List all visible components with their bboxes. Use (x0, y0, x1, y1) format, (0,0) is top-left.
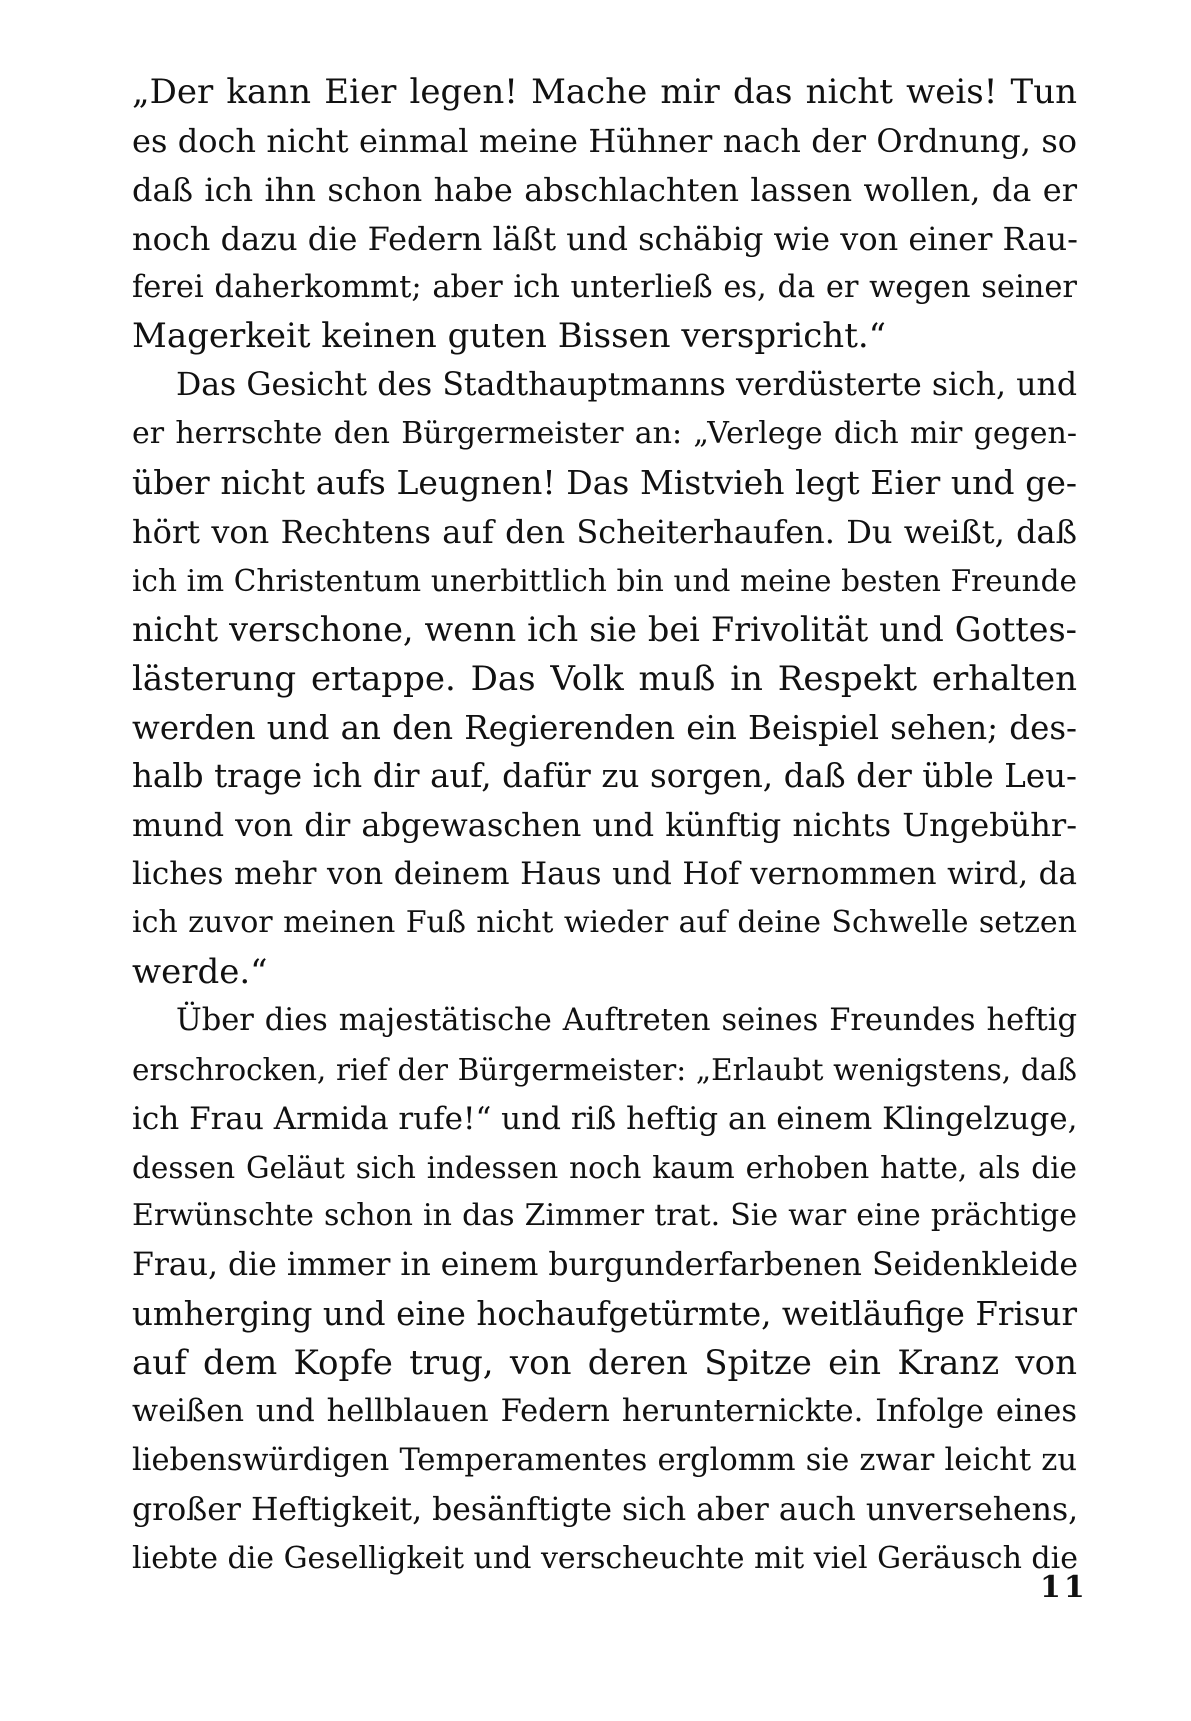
text-line: es doch nicht einmal meine Hühner nach der Ordnung, so (132, 121, 1077, 160)
text-line: ich zuvor meinen Fuß nicht wieder auf deine Schwelle setzen (132, 905, 1077, 941)
text-line: umherging und eine hochaufgetürmte, weitläufige Frisur (132, 1295, 1077, 1334)
text-line: „Der kann Eier legen! Mache mir das nicht weis! Tun (132, 72, 1077, 112)
text-line: noch dazu die Federn läßt und schäbig wie von einer Rau- (132, 219, 1078, 258)
text-line: weißen und hellblauen Federn herunternickte. Infolge eines (132, 1394, 1077, 1430)
text-line: ich im Christentum unerbittlich bin und meine besten Freunde (132, 563, 1077, 598)
text-line: mund von dir abgewaschen und künftig nichts Ungebühr- (132, 806, 1077, 845)
text-line: Erwünschte schon in das Zimmer trat. Sie war eine prächtige (132, 1198, 1077, 1234)
text-line: liebenswürdigen Temperamentes erglomm sie zwar leicht zu (132, 1442, 1077, 1478)
text-line: ferei daherkommt; aber ich unterließ es, da er wegen seiner (132, 269, 1077, 305)
text-line: liebte die Geselligkeit und verscheuchte mit viel Geräusch die (132, 1540, 1078, 1576)
text-line: großer Heftigkeit, besänftigte sich aber auch unversehens, (132, 1491, 1079, 1528)
text-line: ich Frau Armida rufe!“ und riß heftig an einem Klingelzuge, (132, 1100, 1078, 1137)
text-line: liches mehr von deinem Haus und Hof vernommen wird, da (132, 856, 1077, 893)
text-line: er herrschte den Bürgermeister an: „Verlege dich mir gegen- (132, 416, 1077, 452)
text-line: über nicht aufs Leugnen! Das Mistvieh legt Eier und ge- (132, 463, 1077, 503)
text-line: daß ich ihn schon habe abschlachten lassen wollen, da er (132, 170, 1077, 209)
text-line: hört von Rechtens auf den Scheiterhaufen. Du weißt, daß (132, 513, 1077, 552)
text-line: Magerkeit keinen guten Bissen verspricht.“ (132, 316, 887, 357)
text-line: auf dem Kopfe trug, von deren Spitze ein Kranz von (132, 1343, 1077, 1384)
text-line: dessen Geläut sich indessen noch kaum erhoben hatte, als die (132, 1150, 1077, 1185)
text-line: nicht verschone, wenn ich sie bei Frivolität und Gottes- (132, 609, 1077, 649)
text-line: Frau, die immer in einem burgunderfarbenen Seidenkleide (132, 1247, 1079, 1284)
text-line: Über dies majestätische Auftreten seines Freundes heftig (176, 1002, 1077, 1038)
text-line: halb trage ich dir auf, dafür zu sorgen, daß der üble Leu- (132, 757, 1077, 796)
body-text (132, 68, 1077, 1584)
page-number: 11 (1040, 1570, 1088, 1605)
text-line: Das Gesicht des Stadthauptmanns verdüsterte sich, und (176, 367, 1077, 404)
text-line: werde.“ (132, 952, 268, 993)
text-line: werden und an den Regierenden ein Beispiel sehen; des- (132, 708, 1077, 747)
text-line: erschrocken, rief der Bürgermeister: „Erlaubt wenigstens, daß (132, 1052, 1077, 1087)
text-line: lästerung ertappe. Das Volk muß in Respekt erhalten (132, 658, 1077, 699)
